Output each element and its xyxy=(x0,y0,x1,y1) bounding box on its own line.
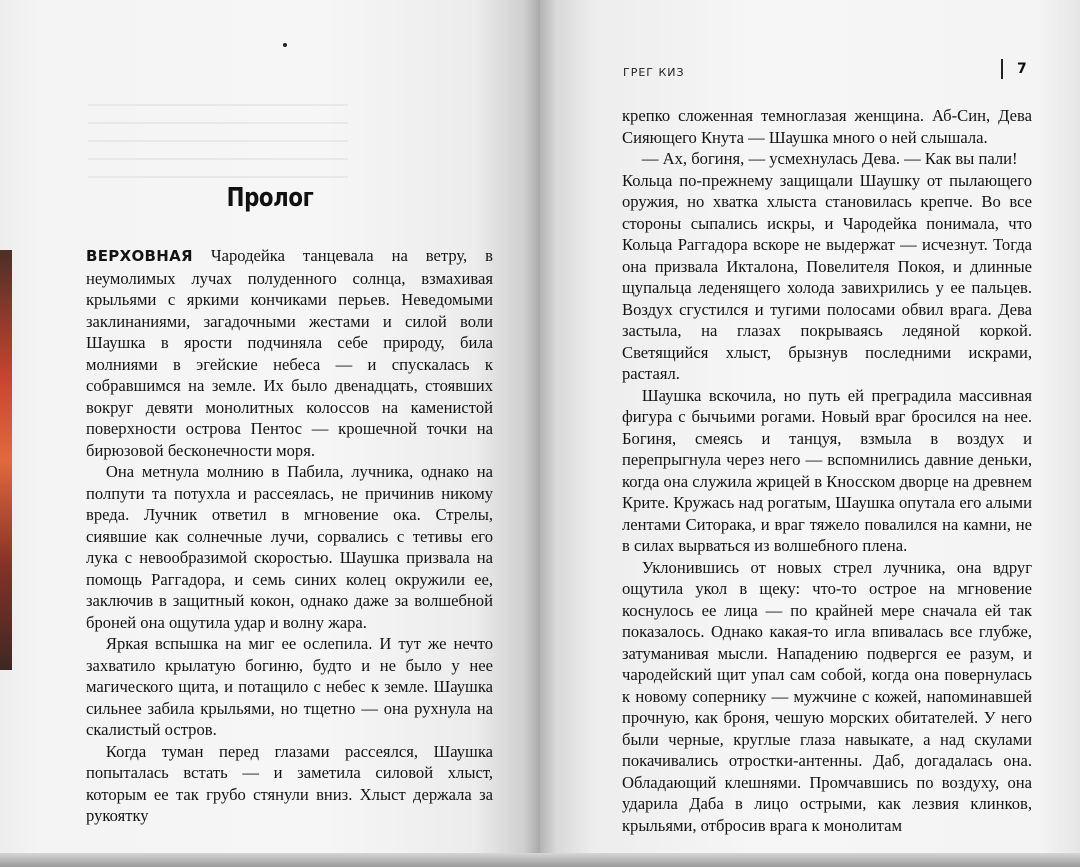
paragraph: крепко сложенная темноглазая женщина. Аб-Син, Дева Сияющего Кнута — Шаушка много о ней слышала. xyxy=(622,106,1032,147)
bleed-through-text xyxy=(88,104,348,184)
left-page-body xyxy=(86,245,493,827)
paragraph: Кольца по-прежнему защищали Шаушку от пылающего оружия, но хватка хлыста становилась крепче. Во все стороны сыпались искры, и Чародейка понимала, что Кольца Раггадора вскоре не выдержат — исчезнут. Тогда она призвала Икталона, Повелителя Покоя, и длинные щупальца леденящего холода завихрились у ее пальцев. Воздух сгустился и тугими полосами обвил врага. Дева застыла, на глазах покрываясь ледяной коркой. Светящийся хлыст, брызнув последними искрами, растаял. xyxy=(622,170,1032,383)
lead-word: ВЕРХОВНАЯ xyxy=(86,247,193,265)
paragraph: — Ах, богиня, — усмехнулась Дева. — Как вы пали! xyxy=(641,149,1018,168)
running-head: ГРЕГ КИЗ xyxy=(623,66,685,79)
paragraph-text: Чародейка танцевала на ветру, в неумолимых лучах полуденного солнца, взмахивая крыльями с яркими кончиками перьев. Неведомыми заклинаниями, загадочными жестами и силой воли Шаушка в ярости подчиняла себе природу, била молниями в эгейские небеса — и спускалась к собравшимся на земле. Их было двенадцать, стоявших вокруг девяти монолитных колоссов на каменистой поверхности острова Пентос — крошечной точки на бирюзовой бесконечности моря. xyxy=(86,246,493,460)
paragraph: Яркая вспышка на миг ее ослепила. И тут же нечто захватило крылатую богиню, будто и не было у нее магического щита, и потащило с небес к земле. Шаушка сильнее забила крыльями, но тщетно — она рухнула на скалистый остров. xyxy=(86,634,493,739)
right-page-body xyxy=(622,105,1032,836)
chapter-title: Пролог xyxy=(226,183,314,213)
print-speck xyxy=(283,43,287,47)
paragraph: Когда туман перед глазами рассеялся, Шаушка попыталась встать — и заметила силовой хлыст, которым ее так грубо стянули вниз. Хлыст держала за рукоятку xyxy=(86,741,493,825)
paragraph: Уклонившись от новых стрел лучника, она вдруг ощутила укол в щеку: что-то острое на мгновение коснулось ее лица — по крайней мере сначала ей так показалось. Однако какая-то игла впивалась все глубже, затуманивая мысли. Нападению подвергся ее разум, и чародейский щит упал сам собой, когда она повернулась к новому сопернику — мужчине с кожей, напоминавшей прочную, как броня, чешую морских обитателей. У него были черные, круглые глаза навыкате, а над скулами покачивались отростки-антенны. Даб, догадалась она. Обладающий клешнями. Промчавшись по воздуху, она ударила Даба в лицо острыми, как лезвия клинков, крыльями, отбросив врага к монолитам xyxy=(622,557,1032,835)
page-number: 7 xyxy=(1017,61,1027,77)
paragraph xyxy=(86,245,493,461)
paragraph: Она метнула молнию в Пабила, лучника, однако на полпути та потухла и рассеялась, не причинив никому вреда. Лучник ответил в мгновение ока. Стрелы, сиявшие как солнечные лучи, сорвались с тетивы его лука с невообразимой скоростью. Шаушка призвала на помощь Раггадора, и семь синих колец окружили ее, заключив в защитный кокон, однако даже за волшебной броней она ощутила удар и волну жара. xyxy=(86,462,493,632)
paragraph: Шаушка вскочила, но путь ей преградила массивная фигура с бычьими рогами. Новый враг бросился на нее. Богиня, смеясь и танцуя, взмыла в воздух и перепрыгнула через него — вспомнились давние деньки, когда она служила жрицей в Кносском дворце на древнем Крите. Кружась над рогатым, Шаушка опутала его алыми лентами Ситорака, и враг тяжело повалился на камни, не в силах вырваться из волшебного плена. xyxy=(622,385,1032,555)
page-bottom-edge xyxy=(0,853,1080,867)
header-rule xyxy=(1001,59,1003,79)
cover-edge xyxy=(0,250,12,670)
